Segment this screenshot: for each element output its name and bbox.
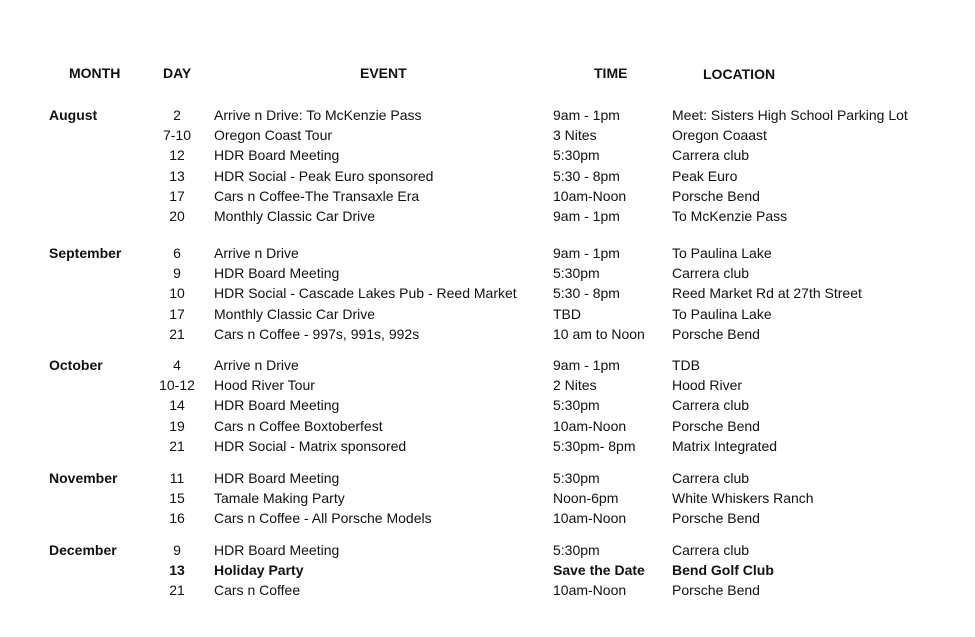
- month-group-november: [0, 468, 975, 529]
- location-cell: Oregon Coaast: [672, 127, 767, 144]
- table-row-highlight: [0, 560, 975, 580]
- event-cell: Hood River Tour: [214, 377, 315, 394]
- table-row: [0, 580, 975, 600]
- location-cell: Carrera club: [672, 397, 750, 414]
- day-cell: 13: [169, 167, 185, 184]
- event-cell: HDR Board Meeting: [214, 542, 340, 558]
- day-cell: 21: [169, 437, 185, 454]
- location-cell: Meet: Sisters High School Parking Lot: [672, 107, 908, 123]
- event-cell: HDR Social - Matrix sponsored: [214, 437, 407, 454]
- time-cell: 5:30pm: [553, 542, 600, 558]
- event-cell: Tamale Making Party: [214, 490, 345, 507]
- location-cell: Peak Euro: [672, 167, 738, 184]
- table-row: [0, 186, 975, 206]
- table-row: [0, 540, 975, 560]
- day-cell: 7-10: [162, 127, 192, 144]
- month-group-august: [0, 105, 975, 226]
- header-time: TIME: [594, 65, 628, 81]
- day-cell: 9: [173, 265, 181, 282]
- event-cell: Cars n Coffee-The Transaxle Era: [214, 187, 420, 204]
- month-group-december: [0, 540, 975, 601]
- time-cell: 9am - 1pm: [553, 245, 620, 261]
- location-cell: Porsche Bend: [672, 325, 760, 342]
- time-cell: 5:30 - 8pm: [553, 285, 620, 302]
- time-cell: 10am-Noon: [553, 417, 627, 434]
- header-month: MONTH: [69, 65, 121, 81]
- time-cell: 5:30pm: [553, 397, 600, 414]
- table-row: [0, 206, 975, 226]
- time-cell: 5:30pm- 8pm: [553, 437, 636, 454]
- location-cell: Carrera club: [672, 470, 750, 486]
- day-cell: 21: [169, 325, 185, 342]
- table-row: [0, 243, 975, 263]
- location-cell: Porsche Bend: [672, 187, 760, 204]
- header-day: DAY: [163, 65, 192, 81]
- table-row: [0, 166, 975, 186]
- event-cell: Holiday Party: [214, 562, 304, 579]
- table-row: [0, 263, 975, 283]
- table-row: [0, 324, 975, 344]
- time-cell: TBD: [553, 305, 581, 322]
- location-cell: Porsche Bend: [672, 582, 760, 599]
- time-cell: 9am - 1pm: [553, 107, 620, 123]
- location-cell: To McKenzie Pass: [672, 207, 788, 224]
- day-cell: 16: [169, 510, 185, 527]
- event-cell: Arrive n Drive: [214, 245, 299, 261]
- table-row: [0, 125, 975, 145]
- event-cell: Arrive n Drive: To McKenzie Pass: [214, 107, 422, 123]
- table-row: [0, 488, 975, 508]
- event-cell: HDR Board Meeting: [214, 147, 340, 164]
- day-cell: 11: [169, 470, 185, 486]
- time-cell: 10 am to Noon: [553, 325, 645, 342]
- event-cell: HDR Social - Peak Euro sponsored: [214, 167, 434, 184]
- event-cell: Arrive n Drive: [214, 357, 299, 373]
- day-cell: 17: [169, 187, 185, 204]
- table-row: [0, 436, 975, 456]
- location-cell: Porsche Bend: [672, 510, 760, 527]
- location-cell: Hood River: [672, 377, 743, 394]
- day-cell: 10-12: [159, 377, 195, 394]
- table-row: [0, 145, 975, 165]
- location-cell: Carrera club: [672, 542, 750, 558]
- event-cell: Cars n Coffee - All Porsche Models: [214, 510, 432, 527]
- location-cell: Porsche Bend: [672, 417, 760, 434]
- month-label: August: [49, 107, 98, 123]
- event-cell: HDR Board Meeting: [214, 397, 340, 414]
- event-cell: Oregon Coast Tour: [214, 127, 333, 144]
- time-cell: 5:30 - 8pm: [553, 167, 620, 184]
- event-cell: Monthly Classic Car Drive: [214, 305, 376, 322]
- day-cell: 9: [173, 542, 181, 558]
- time-cell: 10am-Noon: [553, 582, 627, 599]
- day-cell: 6: [173, 245, 181, 261]
- day-cell: 4: [173, 357, 181, 373]
- time-cell: 10am-Noon: [553, 510, 627, 527]
- table-row: [0, 283, 975, 303]
- header-location: LOCATION: [703, 66, 776, 82]
- event-cell: HDR Board Meeting: [214, 265, 340, 282]
- table-row: [0, 416, 975, 436]
- month-group-september: [0, 243, 975, 344]
- month-label: December: [49, 542, 117, 558]
- time-cell: 5:30pm: [553, 265, 600, 282]
- location-cell: To Paulina Lake: [672, 305, 772, 322]
- time-cell: 2 Nites: [553, 377, 597, 394]
- table-row: [0, 304, 975, 324]
- location-cell: Carrera club: [672, 265, 750, 282]
- location-cell: Bend Golf Club: [672, 562, 774, 579]
- day-cell: 20: [169, 207, 185, 224]
- table-row: [0, 355, 975, 375]
- day-cell: 2: [173, 107, 181, 123]
- time-cell: 9am - 1pm: [553, 357, 620, 373]
- time-cell: Noon-6pm: [553, 490, 619, 507]
- location-cell: Reed Market Rd at 27th Street: [672, 285, 862, 302]
- day-cell: 12: [169, 147, 185, 164]
- month-label: November: [49, 470, 118, 486]
- day-cell: 13: [169, 562, 185, 579]
- time-cell: 5:30pm: [553, 470, 600, 486]
- table-row: [0, 508, 975, 528]
- table-row: [0, 395, 975, 415]
- day-cell: 21: [169, 582, 185, 599]
- event-cell: Cars n Coffee Boxtoberfest: [214, 417, 383, 434]
- day-cell: 15: [169, 490, 185, 507]
- location-cell: Matrix Integrated: [672, 437, 778, 454]
- day-cell: 10: [169, 285, 185, 302]
- location-cell: TDB: [672, 357, 700, 373]
- table-row: [0, 105, 975, 125]
- location-cell: To Paulina Lake: [672, 245, 772, 261]
- location-cell: Carrera club: [672, 147, 750, 164]
- time-cell: 10am-Noon: [553, 187, 627, 204]
- location-cell: White Whiskers Ranch: [672, 490, 814, 507]
- day-cell: 17: [169, 305, 185, 322]
- header-event: EVENT: [360, 65, 407, 81]
- day-cell: 19: [169, 417, 185, 434]
- event-cell: Monthly Classic Car Drive: [214, 207, 376, 224]
- event-cell: HDR Board Meeting: [214, 470, 340, 486]
- event-cell: HDR Social - Cascade Lakes Pub - Reed Market: [214, 285, 517, 302]
- table-row: [0, 375, 975, 395]
- event-cell: Cars n Coffee - 997s, 991s, 992s: [214, 325, 420, 342]
- month-group-october: [0, 355, 975, 456]
- table-row: [0, 468, 975, 488]
- time-cell: Save the Date: [553, 562, 645, 579]
- time-cell: 9am - 1pm: [553, 207, 620, 224]
- month-label: September: [49, 245, 122, 261]
- event-cell: Cars n Coffee: [214, 582, 301, 599]
- day-cell: 14: [169, 397, 185, 414]
- time-cell: 3 Nites: [553, 127, 597, 144]
- time-cell: 5:30pm: [553, 147, 600, 164]
- month-label: October: [49, 357, 103, 373]
